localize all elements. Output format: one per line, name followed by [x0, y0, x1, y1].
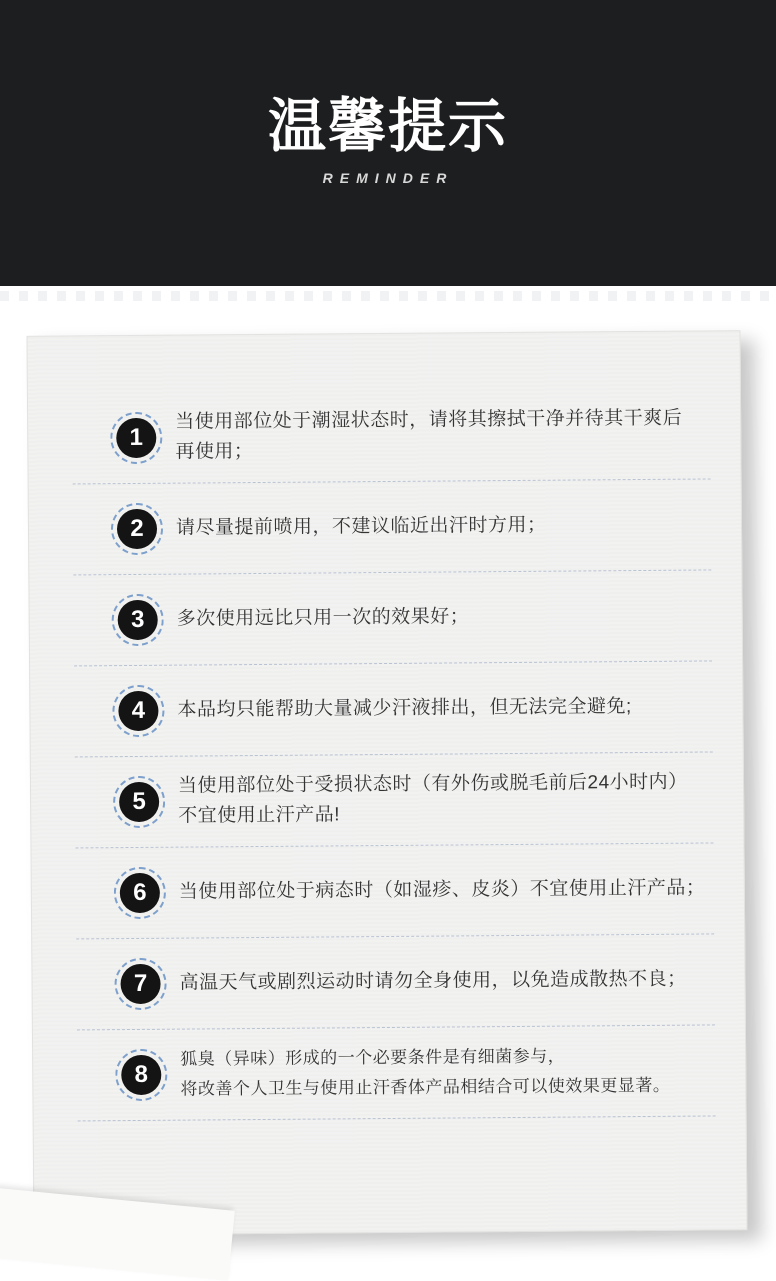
item-text: 请尽量提前喷用，不建议临近出汗时方用；	[175, 514, 547, 539]
page-title: 温馨提示	[267, 94, 508, 159]
item-text: 高温天气或剧烈运动时请勿全身使用，以免造成散热不良；	[179, 968, 687, 994]
item-number-ring	[114, 867, 166, 919]
item-number-badge: 6	[120, 873, 160, 913]
item-text: 本品均只能帮助大量减少汗液排出，但无法完全避免;	[177, 696, 632, 721]
item-text: 当使用部位处于病态时（如湿疹、皮炎）不宜使用止汗产品；	[178, 877, 706, 903]
list-item	[73, 479, 712, 574]
item-text: 狐臭（异味）形成的一个必要条件是有细菌参与， 将改善个人卫生与使用止汗香体产品相结合可以使效果更显著。	[180, 1046, 671, 1099]
page-subtitle: REMINDER	[322, 170, 454, 186]
list-item	[73, 570, 712, 665]
header-banner	[0, 0, 776, 286]
item-text: 当使用部位处于潮湿状态时，请将其擦拭干净并待其干爽后 再使用；	[175, 407, 683, 463]
item-text: 当使用部位处于受损状态时（有外伤或脱毛前后24小时内） 不宜使用止汗产品!	[177, 771, 688, 827]
list-item	[77, 1025, 716, 1120]
item-number-badge: 8	[121, 1055, 161, 1095]
item-number-badge: 2	[117, 509, 157, 549]
notice-paper	[26, 330, 747, 1236]
item-number-ring	[111, 503, 163, 555]
list-item	[75, 752, 714, 847]
item-number-ring	[114, 958, 166, 1010]
item-number-badge: 4	[118, 691, 158, 731]
item-text: 多次使用远比只用一次的效果好；	[176, 606, 470, 630]
perforation-decoration	[0, 291, 776, 301]
item-number-badge: 7	[120, 964, 160, 1004]
item-number-badge: 5	[119, 782, 159, 822]
item-number-ring	[112, 594, 164, 646]
item-number-ring	[115, 1049, 167, 1101]
list-item	[76, 934, 715, 1029]
list-item	[76, 843, 715, 938]
item-number-ring	[110, 412, 162, 464]
notice-list	[27, 331, 745, 1122]
item-number-ring	[112, 685, 164, 737]
item-number-badge: 3	[118, 600, 158, 640]
list-item	[72, 388, 711, 483]
item-number-ring	[113, 776, 165, 828]
list-item	[74, 661, 713, 756]
item-number-badge: 1	[116, 418, 156, 458]
